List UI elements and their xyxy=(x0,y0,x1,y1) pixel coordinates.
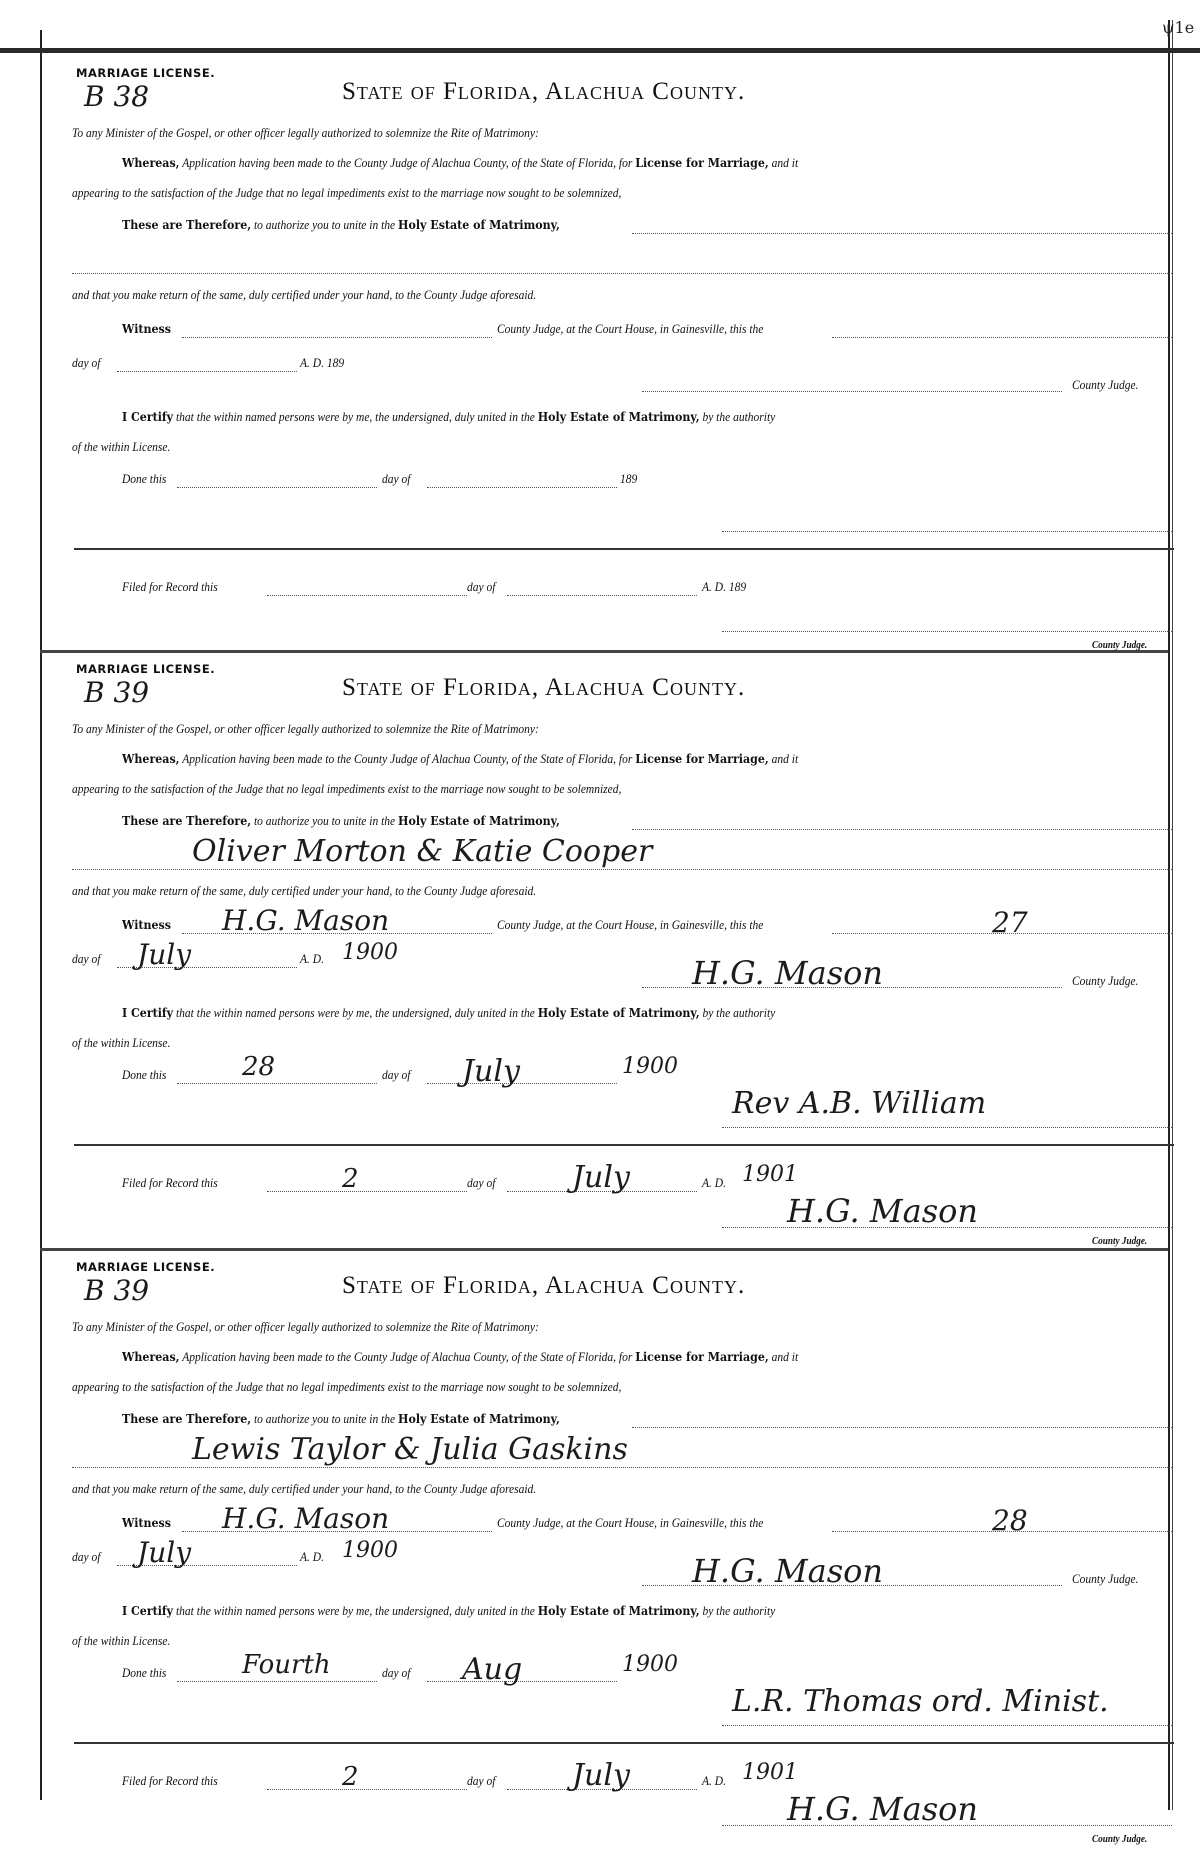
filed-label: Filed for Record this xyxy=(122,1774,218,1788)
witness-day-dotline xyxy=(832,336,1172,338)
court-house-text: County Judge, at the Court House, in Gainesville, this the xyxy=(497,322,764,336)
names-dotline-2 xyxy=(72,1466,1172,1468)
county-judge-label: County Judge. xyxy=(1072,1572,1139,1586)
filed-year: 1901 xyxy=(742,1162,798,1187)
done-year: 1900 xyxy=(622,1652,678,1677)
right-border xyxy=(1168,20,1170,1810)
witness-day: 28 xyxy=(992,1504,1028,1537)
judge-signature: H.G. Mason xyxy=(692,1552,883,1590)
filed-month-dotline xyxy=(507,594,697,596)
witness-heading: Witness xyxy=(122,918,171,932)
certify-text: that the within named persons were by me, the undersigned, duly united in the xyxy=(175,1006,535,1020)
names-dotline-1 xyxy=(632,1426,1172,1428)
license-number: B 38 xyxy=(84,80,150,113)
marriage-license xyxy=(42,60,1168,650)
whereas-line xyxy=(122,1350,798,1365)
within-license: of the within License. xyxy=(72,440,171,454)
done-day-dotline xyxy=(177,486,377,488)
done-day-of-label: day of xyxy=(382,1666,411,1680)
officiant-signature: Rev A.B. William xyxy=(732,1086,987,1121)
holy-estate-2: Holy Estate of Matrimony, xyxy=(537,1006,700,1020)
license-number: B 39 xyxy=(84,676,150,709)
address-line: To any Minister of the Gospel, or other officer legally authorized to solemnize the Rite of Matrimony: xyxy=(72,126,539,140)
filed-day-of-label: day of xyxy=(467,1774,496,1788)
month-dotline xyxy=(117,370,297,372)
license-label: MARRIAGE LICENSE. xyxy=(76,662,216,676)
officiant-signature: L.R. Thomas ord. Minist. xyxy=(732,1684,1109,1719)
certify-heading: I Certify xyxy=(122,1006,174,1020)
marriage-license xyxy=(42,1254,1168,1844)
license-number: B 39 xyxy=(84,1274,150,1307)
witness-line xyxy=(122,322,171,337)
address-line: To any Minister of the Gospel, or other officer legally authorized to solemnize the Rite of Matrimony: xyxy=(72,722,539,736)
whereas-text: Application having been made to the County Judge of Alachua County, of the State of Florida, for xyxy=(182,1350,633,1364)
done-month: Aug xyxy=(462,1652,523,1687)
and-it: and it xyxy=(771,1350,799,1364)
filed-day-dotline xyxy=(267,1788,467,1790)
filed-year: 1901 xyxy=(742,1760,798,1785)
license-label: MARRIAGE LICENSE. xyxy=(76,1260,216,1274)
holy-estate-2: Holy Estate of Matrimony, xyxy=(537,1604,700,1618)
couple-names: Oliver Morton & Katie Cooper xyxy=(192,834,653,869)
county-judge-label: County Judge. xyxy=(1072,378,1139,392)
corner-mark: ψ1e xyxy=(1162,18,1195,37)
holy-estate: Holy Estate of Matrimony, xyxy=(398,814,560,828)
officiant-dotline xyxy=(722,1724,1172,1726)
within-license: of the within License. xyxy=(72,1634,171,1648)
appearing-line: appearing to the satisfaction of the Judge that no legal impediments exist to the marriage now sought to be solemnized, xyxy=(72,1380,622,1394)
filed-ad-label: A. D. 189 xyxy=(702,580,747,594)
filed-day-of-label: day of xyxy=(467,580,496,594)
done-this-label: Done this xyxy=(122,1666,167,1680)
whereas-heading: Whereas, xyxy=(122,752,180,766)
whereas-heading: Whereas, xyxy=(122,1350,180,1364)
filed-day-of-label: day of xyxy=(467,1176,496,1190)
done-day: Fourth xyxy=(242,1650,331,1680)
certify-text: that the within named persons were by me, the undersigned, duly united in the xyxy=(175,410,535,424)
ad-label: A. D. xyxy=(300,1550,324,1564)
couple-names: Lewis Taylor & Julia Gaskins xyxy=(192,1432,628,1467)
license-title: State of Florida, Alachua County. xyxy=(342,1272,746,1299)
license-label: MARRIAGE LICENSE. xyxy=(76,66,216,80)
ad-label: A. D. xyxy=(300,952,324,966)
done-this-label: Done this xyxy=(122,472,167,486)
filed-month: July xyxy=(572,1758,630,1793)
certify-line xyxy=(122,1604,775,1619)
filed-judge-signature: H.G. Mason xyxy=(787,1192,978,1230)
filing-rule xyxy=(74,548,1174,550)
and-it: and it xyxy=(771,752,799,766)
names-dotline-2 xyxy=(72,868,1172,870)
therefore-line xyxy=(122,1412,560,1427)
witness-heading: Witness xyxy=(122,1516,171,1530)
license-month: July xyxy=(137,1536,192,1569)
therefore-line xyxy=(122,814,560,829)
filed-day-dotline xyxy=(267,594,467,596)
done-month-dotline xyxy=(427,1082,617,1084)
whereas-heading: Whereas, xyxy=(122,156,180,170)
county-judge-label: County Judge. xyxy=(1072,974,1139,988)
license-for-marriage: License for Marriage, xyxy=(635,1350,769,1364)
right-border-inner xyxy=(1172,20,1173,1810)
whereas-line xyxy=(122,156,798,171)
witness-line xyxy=(122,1516,171,1531)
day-of-label: day of xyxy=(72,356,101,370)
certify-line xyxy=(122,410,775,425)
license-year: 1900 xyxy=(342,1538,398,1563)
witness-signature: H.G. Mason xyxy=(222,1502,390,1535)
therefore-heading: These are Therefore, xyxy=(122,814,252,828)
filed-day-dotline xyxy=(267,1190,467,1192)
certify-heading: I Certify xyxy=(122,1604,174,1618)
therefore-heading: These are Therefore, xyxy=(122,1412,252,1426)
county-judge-small: County Judge. xyxy=(1092,1834,1148,1845)
witness-heading: Witness xyxy=(122,322,171,336)
marriage-license xyxy=(42,656,1168,1246)
filed-judge-signature: H.G. Mason xyxy=(787,1790,978,1828)
ad-label: A. D. 189 xyxy=(300,356,345,370)
filed-day: 2 xyxy=(342,1762,359,1792)
names-dotline-1 xyxy=(632,828,1172,830)
therefore-text: to authorize you to unite in the xyxy=(253,218,396,232)
names-dotline-1 xyxy=(632,232,1172,234)
county-judge-small: County Judge. xyxy=(1092,1236,1148,1247)
done-month-dotline xyxy=(427,486,617,488)
done-day: 28 xyxy=(242,1052,276,1082)
license-month: July xyxy=(137,938,192,971)
filed-label: Filed for Record this xyxy=(122,580,218,594)
and-it: and it xyxy=(771,156,799,170)
officiant-dotline xyxy=(722,1126,1172,1128)
county-judge-small: County Judge. xyxy=(1092,640,1148,651)
witness-signature: H.G. Mason xyxy=(222,904,390,937)
officiant-dotline xyxy=(722,530,1172,532)
done-day-of-label: day of xyxy=(382,472,411,486)
license-for-marriage: License for Marriage, xyxy=(635,752,769,766)
filed-ad-label: A. D. xyxy=(702,1176,726,1190)
certify-text: that the within named persons were by me, the undersigned, duly united in the xyxy=(175,1604,535,1618)
whereas-text: Application having been made to the County Judge of Alachua County, of the State of Florida, for xyxy=(182,156,633,170)
witness-dotline xyxy=(182,336,492,338)
license-title: State of Florida, Alachua County. xyxy=(342,674,746,701)
court-house-text: County Judge, at the Court House, in Gainesville, this the xyxy=(497,1516,764,1530)
license-year: 1900 xyxy=(342,940,398,965)
therefore-text: to authorize you to unite in the xyxy=(253,1412,396,1426)
names-dotline-2 xyxy=(72,272,1172,274)
holy-estate: Holy Estate of Matrimony, xyxy=(398,1412,560,1426)
filed-month: July xyxy=(572,1160,630,1195)
section-separator xyxy=(40,650,1168,653)
appearing-line: appearing to the satisfaction of the Judge that no legal impediments exist to the marriage now sought to be solemnized, xyxy=(72,782,622,796)
filed-day: 2 xyxy=(342,1164,359,1194)
done-day-of-label: day of xyxy=(382,1068,411,1082)
filing-rule xyxy=(74,1144,1174,1146)
day-of-label: day of xyxy=(72,952,101,966)
witness-line xyxy=(122,918,171,933)
therefore-text: to authorize you to unite in the xyxy=(253,814,396,828)
section-separator xyxy=(40,1248,1168,1251)
return-line: and that you make return of the same, duly certified under your hand, to the County Judge aforesaid. xyxy=(72,1482,537,1496)
judge-signature: H.G. Mason xyxy=(692,954,883,992)
return-line: and that you make return of the same, duly certified under your hand, to the County Judge aforesaid. xyxy=(72,884,537,898)
appearing-line: appearing to the satisfaction of the Judge that no legal impediments exist to the marriage now sought to be solemnized, xyxy=(72,186,622,200)
whereas-line xyxy=(122,752,798,767)
filed-ad-label: A. D. xyxy=(702,1774,726,1788)
therefore-heading: These are Therefore, xyxy=(122,218,252,232)
address-line: To any Minister of the Gospel, or other officer legally authorized to solemnize the Rite of Matrimony: xyxy=(72,1320,539,1334)
holy-estate-2: Holy Estate of Matrimony, xyxy=(537,410,700,424)
by-authority: by the authority xyxy=(702,410,776,424)
witness-day: 27 xyxy=(992,906,1028,939)
court-house-text: County Judge, at the Court House, in Gainesville, this the xyxy=(497,918,764,932)
done-this-label: Done this xyxy=(122,1068,167,1082)
filed-label: Filed for Record this xyxy=(122,1176,218,1190)
filed-judge-dotline xyxy=(722,630,1172,632)
return-line: and that you make return of the same, duly certified under your hand, to the County Judge aforesaid. xyxy=(72,288,537,302)
whereas-text: Application having been made to the County Judge of Alachua County, of the State of Florida, for xyxy=(182,752,633,766)
license-for-marriage: License for Marriage, xyxy=(635,156,769,170)
within-license: of the within License. xyxy=(72,1036,171,1050)
therefore-line xyxy=(122,218,560,233)
done-year-label: 189 xyxy=(620,472,638,486)
license-title: State of Florida, Alachua County. xyxy=(342,78,746,105)
by-authority: by the authority xyxy=(702,1006,776,1020)
done-year: 1900 xyxy=(622,1054,678,1079)
done-day-dotline xyxy=(177,1082,377,1084)
certify-line xyxy=(122,1006,775,1021)
holy-estate: Holy Estate of Matrimony, xyxy=(398,218,560,232)
by-authority: by the authority xyxy=(702,1604,776,1618)
certify-heading: I Certify xyxy=(122,410,174,424)
judge-dotline xyxy=(642,390,1062,392)
done-day-dotline xyxy=(177,1680,377,1682)
done-month: July xyxy=(462,1054,520,1089)
day-of-label: day of xyxy=(72,1550,101,1564)
filing-rule xyxy=(74,1742,1174,1744)
top-rule xyxy=(0,48,1200,53)
